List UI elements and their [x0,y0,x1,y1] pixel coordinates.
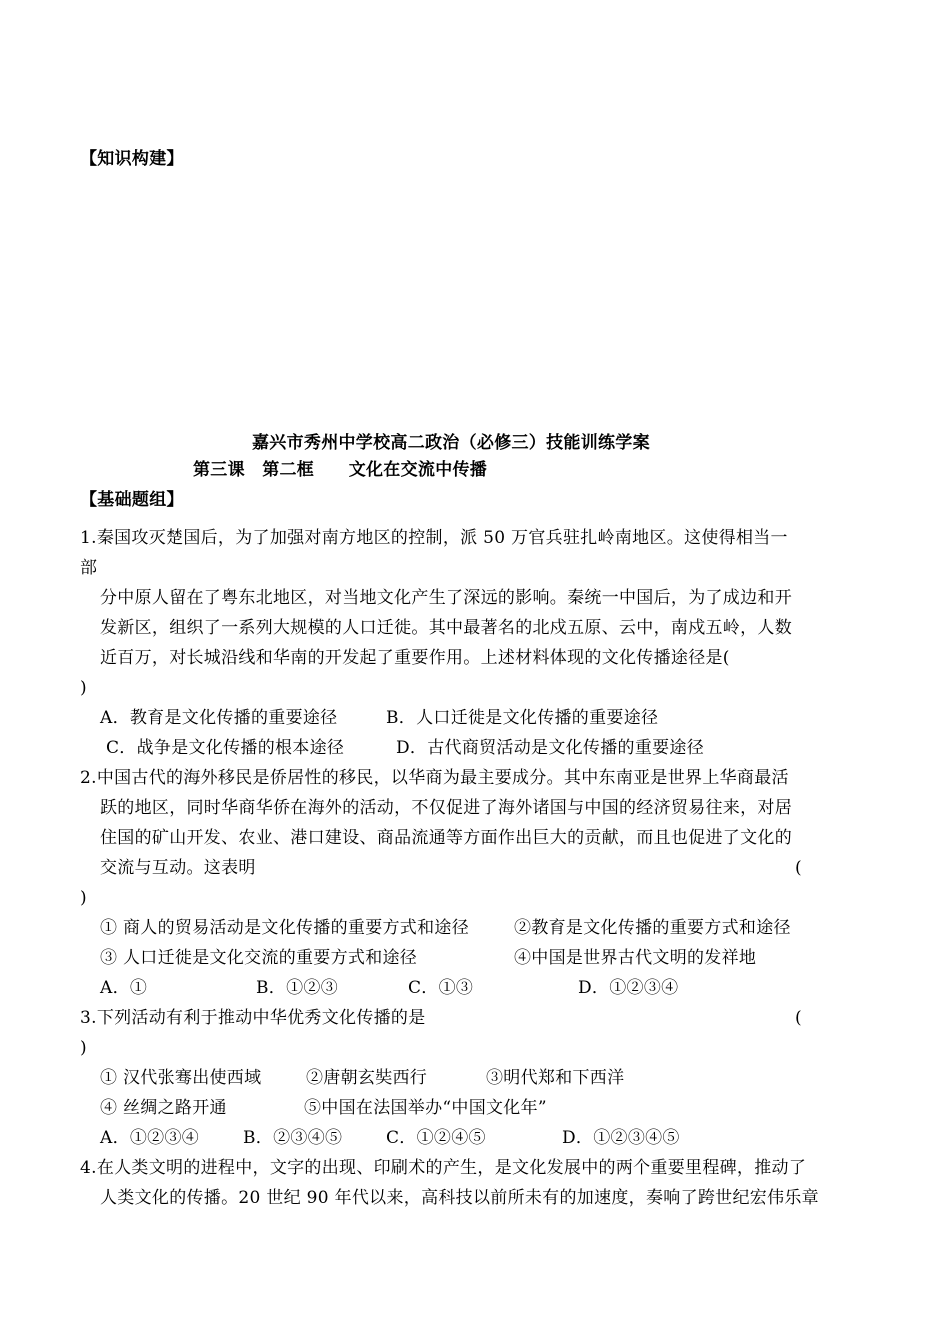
q1-line-1: 1.秦国攻灭楚国后，为了加强对南方地区的控制，派 50 万官兵驻扎岭南地区。这使得相当一 [80,528,788,548]
q3-item-5: ⑤中国在法国举办“中国文化年” [304,1098,547,1118]
q1-option-b: B．人口迁徙是文化传播的重要途径 [386,708,659,728]
section-heading: 【基础题组】 [80,490,184,510]
q3-item-4: ④ 丝绸之路开通 [100,1098,227,1118]
q3-line-2: ) [80,1038,87,1058]
q1-option-c: C．战争是文化传播的根本途径 [106,738,345,758]
q2-option-c: C．①③ [408,978,474,998]
q1-option-d: D．古代商贸活动是文化传播的重要途径 [396,738,705,758]
q2-option-d: D．①②③④ [578,978,679,998]
q1-option-a: A．教育是文化传播的重要途径 [100,708,338,728]
q2-item-4: ④中国是世界古代文明的发祥地 [514,948,757,968]
q3-paren-open: ( [795,1008,802,1028]
q2-item-2: ②教育是文化传播的重要方式和途径 [514,918,791,938]
q3-line-1: 3.下列活动有利于推动中华优秀文化传播的是 [80,1008,426,1028]
q1-line-3: 分中原人留在了粤东北地区，对当地文化产生了深远的影响。秦统一中国后，为了成边和开 [100,588,792,608]
q2-line-4: 交流与互动。这表明 [100,858,256,878]
q4-line-2: 人类文化的传播。20 世纪 90 年代以来，高科技以前所未有的加速度，奏响了跨世纪宏伟乐章 [100,1188,819,1208]
q4-line-1: 4.在人类文明的进程中，文字的出现、印刷术的产生，是文化发展中的两个重要里程碑，推动了 [80,1158,807,1178]
q3-option-c: C．①②④⑤ [386,1128,486,1148]
q2-line-3: 住国的矿山开发、农业、港口建设、商品流通等方面作出巨大的贡献，而且也促进了文化的 [100,828,792,848]
q3-option-d: D．①②③④⑤ [562,1128,680,1148]
q1-line-6: ) [80,678,87,698]
q3-option-b: B．②③④⑤ [243,1128,343,1148]
q2-option-a: A．① [100,978,148,998]
q1-line-5: 近百万，对长城沿线和华南的开发起了重要作用。上述材料体现的文化传播途径是( [100,648,730,668]
knowledge-heading: 【知识构建】 [80,149,184,169]
q2-line-5: ) [80,888,87,908]
q2-item-3: ③ 人口迁徙是文化交流的重要方式和途径 [100,948,418,968]
title-line-1: 嘉兴市秀州中学校高二政治（必修三）技能训练学案 [252,433,650,453]
q3-item-2: ②唐朝玄奘西行 [306,1068,428,1088]
q1-line-4: 发新区，组织了一系列大规模的人口迁徙。其中最著名的北戍五原、云中，南戍五岭，人数 [100,618,792,638]
q2-option-b: B．①②③ [256,978,338,998]
q2-line-1: 2.中国古代的海外移民是侨居性的移民，以华商为最主要成分。其中东南亚是世界上华商最活 [80,768,789,788]
q1-line-2: 部 [80,558,98,578]
title-line-2: 第三课 第二框 文化在交流中传播 [193,460,488,480]
q2-paren-open: ( [795,858,802,878]
q2-line-2: 跃的地区，同时华商华侨在海外的活动，不仅促进了海外诸国与中国的经济贸易往来，对居 [100,798,792,818]
q2-item-1: ① 商人的贸易活动是文化传播的重要方式和途径 [100,918,470,938]
q3-option-a: A．①②③④ [100,1128,200,1148]
q3-item-1: ① 汉代张骞出使西域 [100,1068,262,1088]
q3-item-3: ③明代郑和下西洋 [486,1068,625,1088]
